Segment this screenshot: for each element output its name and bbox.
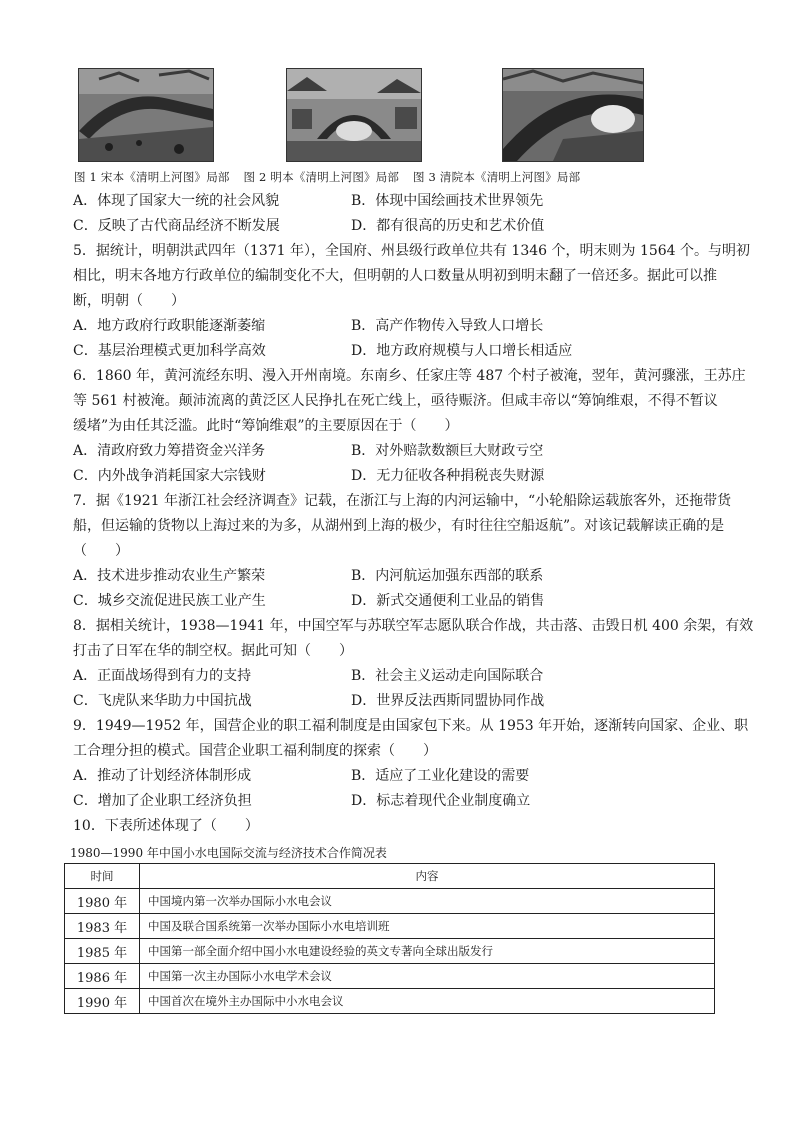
figure-3-caption: 图 3 清院本《清明上河图》局部 [413,170,581,184]
q7-option-c: C．城乡交流促进民族工业产生 [73,593,266,609]
q8-stem-line-1: 8．据相关统计，1938—1941 年，中国空军与苏联空军志愿队联合作战，共击落、击毁日机 400 余架，有效 [73,618,754,634]
figure-strip [74,68,674,163]
q8-stem-line-2: 打击了日军在华的制空权。据此可知（ ） [73,643,353,659]
q9-stem-line-2: 工合理分担的模式。国营企业职工福利制度的探索（ ） [73,743,437,759]
table-header-row [65,864,715,889]
q5-stem-line-1: 5．据统计，明朝洪武四年（1371 年），全国府、州县级行政单位共有 1346 个，明末则为 1564 个。与明初 [73,243,751,259]
q6-stem-line-2: 等 561 村被淹。颠沛流离的黄泛区人民挣扎在死亡线上，亟待赈济。但咸丰帝以“筹饷维艰，不得不暂议 [73,393,718,409]
q8-option-d: D．世界反法西斯同盟协同作战 [351,693,545,709]
table-cell-year: 1983 年 [65,914,140,939]
figure-3-qing-painting [502,68,644,162]
q10-stem: 10．下表所述体现了（ ） [73,818,259,834]
q9-option-a: A．推动了计划经济体制形成 [73,768,252,784]
q10-table-title: 1980—1990 年中国小水电国际交流与经济技术合作简况表 [70,846,387,860]
q4-option-a: A．体现了国家大一统的社会风貌 [73,193,280,209]
table-cell-content: 中国第一次主办国际小水电学术会议 [140,964,715,989]
q6-stem-line-1: 6．1860 年，黄河流经东明、漫入开州南境。东南乡、任家庄等 487 个村子被淹，翌年，黄河骤涨，王苏庄 [73,368,746,384]
q9-option-c: C．增加了企业职工经济负担 [73,793,252,809]
table-cell-year: 1986 年 [65,964,140,989]
figure-1-song-painting [78,68,214,162]
q5-stem-line-3: 断，明朝（ ） [73,293,185,309]
q5-option-d: D．地方政府规模与人口增长相适应 [351,343,573,359]
q7-option-b: B．内河航运加强东西部的联系 [351,568,544,584]
q8-option-c: C．飞虎队来华助力中国抗战 [73,693,252,709]
figure-2-ming-painting [286,68,422,162]
q10-table [64,863,715,1014]
q5-option-c: C．基层治理模式更加科学高效 [73,343,266,359]
q7-stem-line-3: （ ） [73,543,129,559]
table-header-time: 时间 [65,864,140,889]
figure-1-caption: 图 1 宋本《清明上河图》局部 [74,170,230,184]
table-cell-content: 中国境内第一次举办国际小水电会议 [140,889,715,914]
q7-option-a: A．技术进步推动农业生产繁荣 [73,568,266,584]
q5-option-a: A．地方政府行政职能逐渐萎缩 [73,318,266,334]
bridge-painting-song-icon [79,69,213,161]
q5-option-b: B．高产作物传入导致人口增长 [351,318,544,334]
q7-stem-line-2: 船，但运输的货物以上海过来的为多，从湖州到上海的极少，有时往往空船返航”。对该记载解读正确的是 [73,518,725,534]
q7-stem-line-1: 7．据《1921 年浙江社会经济调查》记载，在浙江与上海的内河运输中，“小轮船除运载旅客外，还拖带货 [73,493,732,509]
table-row [65,989,715,1014]
q4-option-b: B．体现中国绘画技术世界领先 [351,193,544,209]
table-row [65,964,715,989]
table-cell-year: 1985 年 [65,939,140,964]
q6-stem-line-3: 缓堵”为由任其泛滥。此时“筹饷维艰”的主要原因在于（ ） [73,418,459,434]
bridge-painting-qing-icon [503,69,643,161]
q6-option-d: D．无力征收各种捐税丧失财源 [351,468,545,484]
table-row [65,889,715,914]
q8-option-a: A．正面战场得到有力的支持 [73,668,252,684]
q9-stem-line-1: 9．1949—1952 年，国营企业的职工福利制度是由国家包下来。从 1953 年开始，逐渐转向国家、企业、职 [73,718,749,734]
table-row [65,939,715,964]
table-cell-year: 1980 年 [65,889,140,914]
table-row [65,914,715,939]
q5-stem-line-2: 相比，明末各地方行政单位的编制变化不大，但明朝的人口数量从明初到明末翻了一倍还多。据此可以推 [73,268,717,284]
q6-option-a: A．清政府致力筹措资金兴洋务 [73,443,266,459]
figure-2-caption: 图 2 明本《清明上河图》局部 [243,170,400,184]
table-cell-content: 中国首次在境外主办国际中小水电会议 [140,989,715,1014]
q4-option-c: C．反映了古代商品经济不断发展 [73,218,280,234]
q9-option-b: B．适应了工业化建设的需要 [351,768,530,784]
figure-captions [74,169,714,185]
table-header-content: 内容 [140,864,715,889]
q6-option-c: C．内外战争消耗国家大宗钱财 [73,468,266,484]
q9-option-d: D．标志着现代企业制度确立 [351,793,531,809]
table-cell-content: 中国及联合国系统第一次举办国际小水电培训班 [140,914,715,939]
q4-option-d: D．都有很高的历史和艺术价值 [351,218,545,234]
q8-option-b: B．社会主义运动走向国际联合 [351,668,544,684]
table-cell-year: 1990 年 [65,989,140,1014]
bridge-painting-ming-icon [287,69,421,161]
table-cell-content: 中国第一部全面介绍中国小水电建设经验的英文专著向全球出版发行 [140,939,715,964]
q7-option-d: D．新式交通便利工业品的销售 [351,593,545,609]
q6-option-b: B．对外赔款数额巨大财政亏空 [351,443,544,459]
